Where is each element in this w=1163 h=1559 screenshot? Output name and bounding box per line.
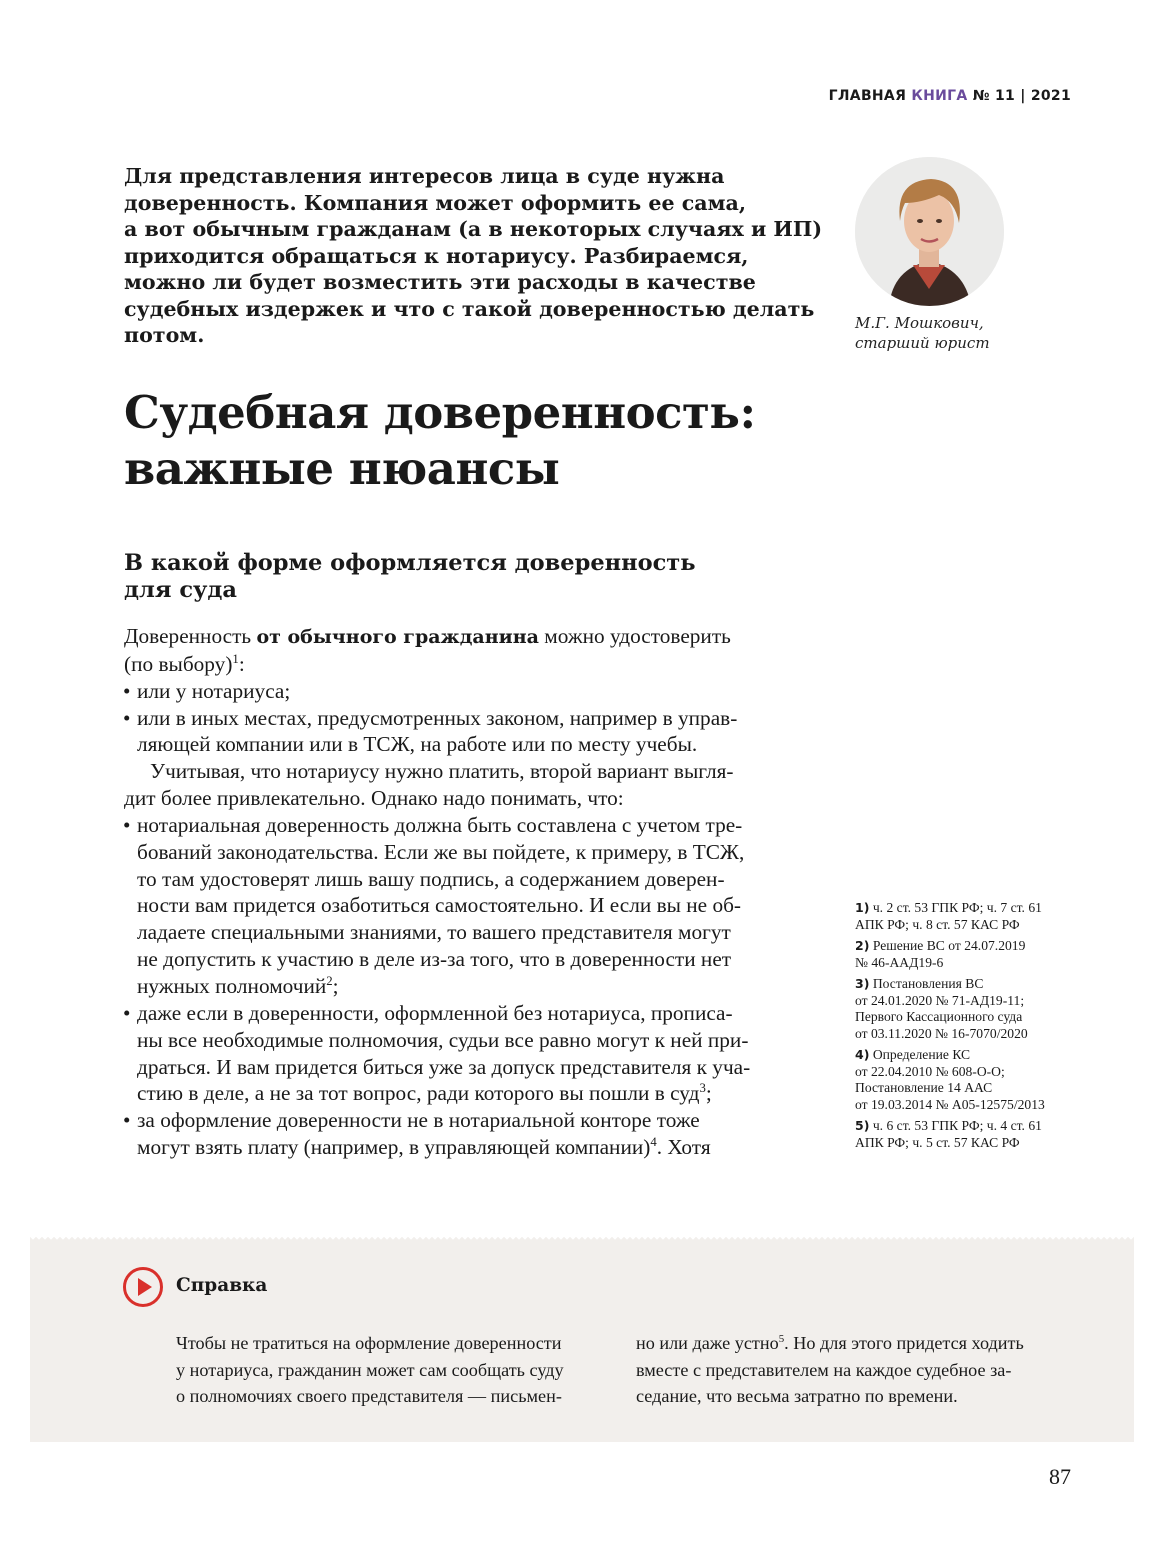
author-position: старший юрист [855, 334, 990, 352]
article-body [124, 623, 804, 1161]
masthead [829, 88, 1071, 104]
footnote-line: АПК РФ; ч. 5 ст. 57 КАС РФ [855, 1134, 1020, 1150]
info-line: седание, что весьма затратно по времени. [636, 1386, 958, 1406]
footnote-ref: 4 [650, 1134, 657, 1149]
lead-line: приходится обращаться к нотариусу. Разбираемся, [124, 243, 749, 268]
footnote-ref: 2 [326, 973, 333, 988]
footnote [855, 1047, 1095, 1113]
bullet-item: • нотариальная доверенность должна быть составлена с учетом тре- [124, 812, 804, 839]
footnote-line: Постановление 14 ААС [855, 1080, 993, 1095]
article-title [124, 385, 844, 497]
lead-line: а вот обычным гражданам (а в некоторых случаях и ИП) [124, 217, 823, 241]
bullet-continuation: то там удостоверят лишь вашу подпись, а содержанием доверен- [137, 866, 725, 891]
info-box-edge [30, 1237, 1134, 1243]
footnote-line: АПК РФ; ч. 8 ст. 57 КАС РФ [855, 916, 1020, 932]
body-line: дит более привлекательно. Однако надо понимать, что: [124, 786, 624, 811]
author-name: М.Г. Мошкович, [855, 314, 984, 332]
lead-paragraph [124, 163, 823, 349]
heading-line: В какой форме оформляется доверенность [124, 550, 696, 576]
footnote-line: от 19.03.2014 № А05-12575/2013 [855, 1096, 1045, 1112]
info-text: . Но для этого придется ходить [784, 1333, 1024, 1353]
body-text: нужных полномочий [137, 973, 327, 998]
author-portrait [855, 157, 1004, 306]
info-line [636, 1330, 1076, 1357]
info-box-title: Справка [176, 1275, 268, 1296]
lead-line: потом. [124, 323, 205, 347]
footnote [855, 938, 1095, 971]
footnote-number: 1) [855, 900, 870, 915]
bullet-continuation: бований законодательства. Если же вы пойдете, к примеру, в ТСЖ, [137, 839, 745, 864]
footnotes [855, 900, 1095, 1156]
footnote [855, 1118, 1095, 1151]
magazine-name-accent: КНИГА [911, 88, 968, 104]
footnote-text: Постановления ВС [872, 976, 984, 991]
bullet-item: • или в иных местах, предусмотренных законом, например в управ- [124, 705, 804, 732]
bullet-continuation: ности вам придется озаботиться самостоятельно. И если вы не об- [137, 893, 742, 918]
body-line: Учитывая, что нотариусу нужно платить, второй вариант выгля- [150, 759, 734, 784]
issue-number: № 11 | 2021 [972, 88, 1071, 104]
footnote-text: Решение ВС от 24.07.2019 [872, 938, 1026, 953]
footnote-line: Первого Кассационного суда [855, 1009, 1023, 1024]
magazine-name: ГЛАВНАЯ [828, 88, 907, 104]
body-text: Доверенность [124, 624, 257, 648]
footnote-line [855, 1118, 1095, 1135]
info-line: о полномочиях своего представителя — письмен- [176, 1386, 562, 1406]
info-column-2 [636, 1330, 1076, 1410]
footnote-text: Определение КС [872, 1047, 971, 1062]
body-bold-text: от обычного гражданина [256, 626, 539, 648]
bullet-continuation: ны все необходимые полномочия, судьи все равно могут к ней при- [137, 1027, 749, 1052]
body-text: могут взять плату (например, в управляющей компании) [137, 1135, 651, 1160]
body-text: : [238, 651, 245, 676]
footnote-number: 5) [855, 1118, 870, 1133]
author-photo-icon [855, 157, 1004, 306]
footnote-ref: 3 [699, 1081, 706, 1096]
info-column-1 [176, 1330, 616, 1410]
footnote-line [855, 938, 1095, 955]
bullet-item: • за оформление доверенности не в нотариальной конторе тоже [124, 1107, 804, 1134]
lead-line: доверенность. Компания может оформить ее сама, [124, 190, 747, 215]
footnote-number: 3) [855, 976, 870, 991]
bullet-continuation [124, 973, 804, 1000]
info-line: вместе с представителем на каждое судебное за- [636, 1359, 1012, 1380]
body-text: ; [705, 1081, 712, 1106]
lead-line: Для представления интересов лица в суде нужна [124, 164, 725, 188]
body-text: ; [332, 973, 339, 998]
footnote-ref: 5 [778, 1332, 785, 1345]
section-heading [124, 550, 696, 604]
info-text: но или даже устно [636, 1333, 779, 1353]
title-line: важные нюансы [124, 442, 560, 495]
bullet-continuation: драться. И вам придется биться уже за допуск представителя к уча- [137, 1054, 751, 1079]
body-line [124, 651, 804, 678]
footnote-line: № 46-ААД19-6 [855, 954, 944, 970]
body-text: . Хотя [656, 1135, 711, 1160]
footnote [855, 976, 1095, 1042]
bullet-continuation: ладаете специальными знаниями, то вашего представителя могут [137, 920, 731, 945]
body-text: можно удостоверить [538, 624, 731, 648]
author-caption [855, 313, 1055, 353]
footnote-line [855, 900, 1095, 917]
lead-line: судебных издержек и что с такой доверенностью делать [124, 296, 815, 321]
footnote-number: 4) [855, 1047, 870, 1062]
bullet-item: • даже если в доверенности, оформленной без нотариуса, прописа- [124, 1000, 804, 1027]
bullet-continuation: ляющей компании или в ТСЖ, на работе или по месту учебы. [137, 732, 698, 757]
bullet-continuation [124, 1080, 804, 1107]
body-line [124, 623, 804, 651]
footnote-text: ч. 6 ст. 53 ГПК РФ; ч. 4 ст. 61 [872, 1118, 1042, 1133]
footnote-text: ч. 2 ст. 53 ГПК РФ; ч. 7 ст. 61 [872, 900, 1042, 915]
heading-line: для суда [124, 577, 237, 603]
footnote-line [855, 1047, 1095, 1064]
play-icon [122, 1266, 164, 1308]
bullet-continuation [124, 1134, 804, 1161]
footnote-line: от 03.11.2020 № 16-7070/2020 [855, 1025, 1028, 1041]
footnote-line: от 24.01.2020 № 71-АД19-11; [855, 992, 1025, 1008]
footnote-ref: 1 [232, 651, 239, 666]
body-text: (по выбору) [124, 651, 233, 676]
lead-line: можно ли будет возместить эти расходы в качестве [124, 270, 756, 294]
body-text: стию в деле, а не за тот вопрос, ради которого вы пошли в суд [137, 1081, 700, 1106]
footnote-line: от 22.04.2010 № 608-О-О; [855, 1063, 1005, 1079]
footnote [855, 900, 1095, 933]
footnote-line [855, 976, 1095, 993]
bullet-item: • или у нотариуса; [124, 678, 804, 705]
page-number: 87 [1049, 1464, 1071, 1489]
footnote-number: 2) [855, 938, 870, 953]
info-line: у нотариуса, гражданин может сам сообщать суду [176, 1359, 564, 1380]
bullet-continuation: не допустить к участию в деле из-за того, что в доверенности нет [137, 947, 732, 972]
info-line: Чтобы не тратиться на оформление доверенности [176, 1333, 562, 1353]
title-line: Судебная доверенность: [124, 386, 756, 439]
info-box [30, 1242, 1134, 1442]
